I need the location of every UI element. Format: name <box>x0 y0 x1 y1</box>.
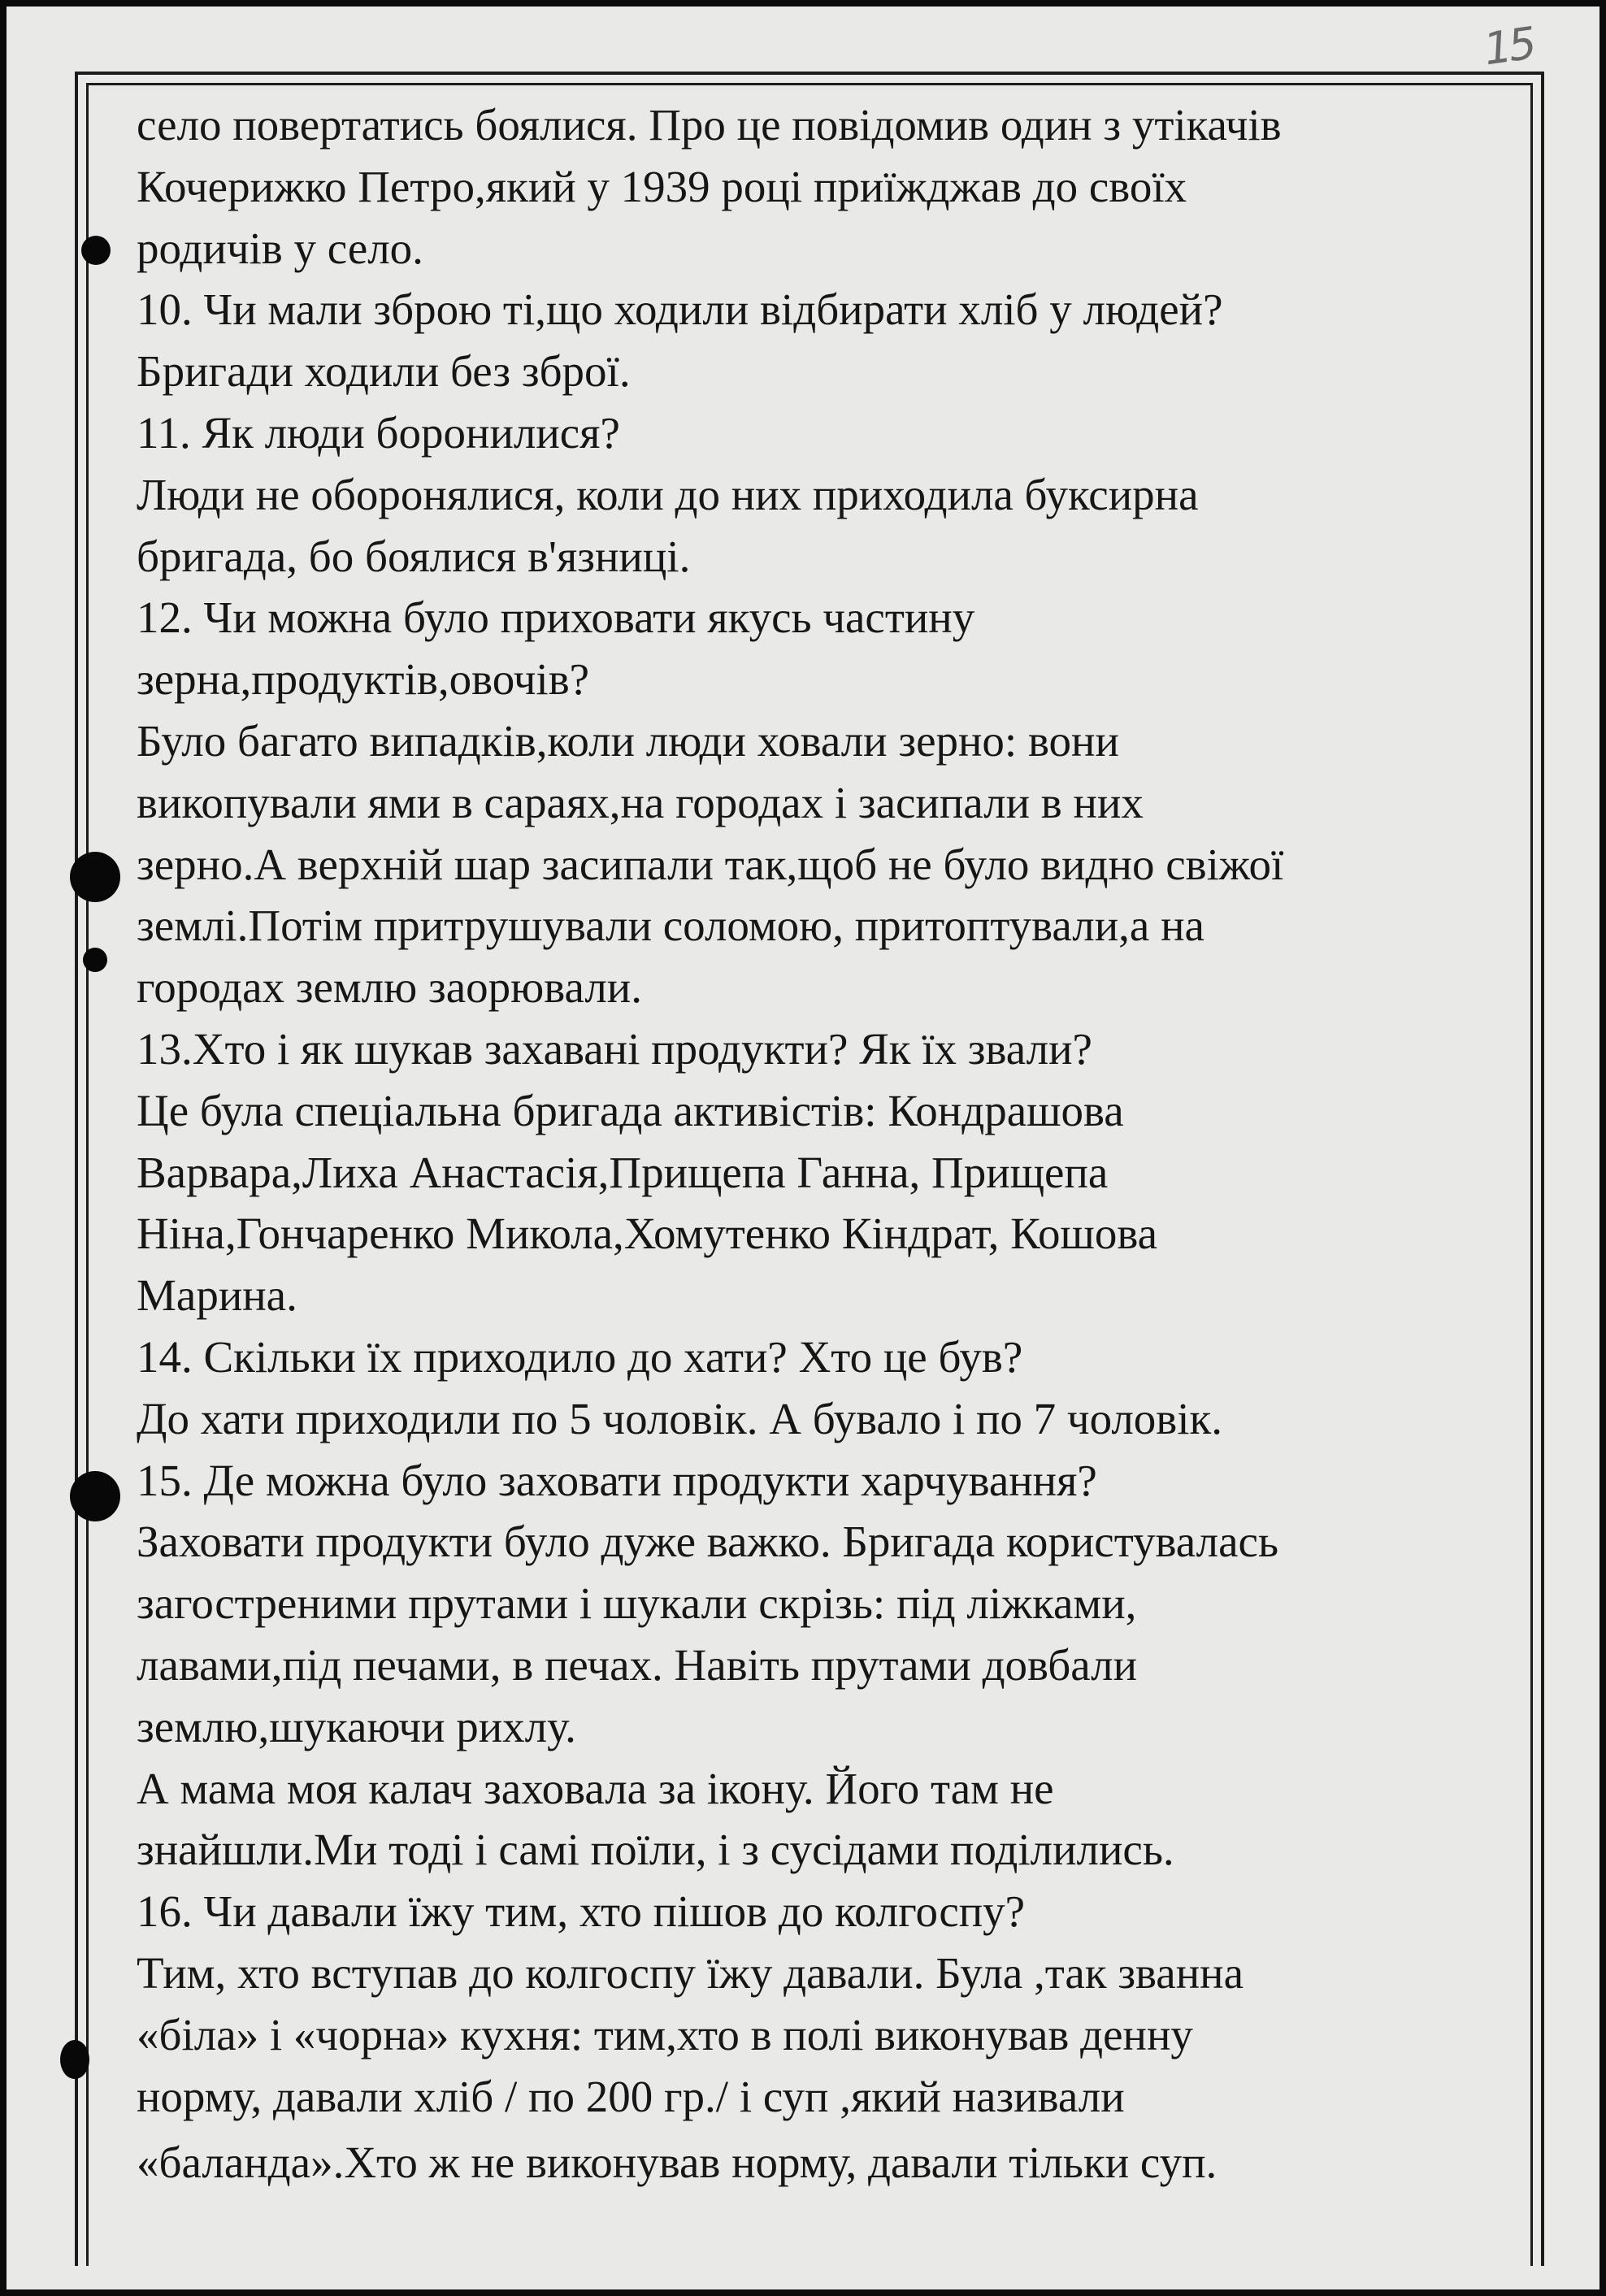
answer-line: «біла» і «чорна» кухня: тим,хто в полі виконував денну <box>137 2009 1193 2059</box>
punch-hole <box>70 1471 120 1521</box>
answer-line: Тим, хто вступав до колгоспу їжу давали. Була ,так званна <box>137 1947 1244 1998</box>
question-line: 15. Де можна було заховати продукти харчування? <box>137 1455 1097 1505</box>
answer-line: Заховати продукти було дуже важко. Бригада користувалась <box>137 1517 1279 1567</box>
punch-hole <box>81 236 111 265</box>
question-line: 12. Чи можна було приховати якусь частину <box>137 592 975 643</box>
handwritten-page-number: 15 <box>1480 17 1537 76</box>
answer-line: городах землю заорювали. <box>137 962 642 1013</box>
answer-line: норму, давали хліб / по 200 гр./ і суп ,який називали <box>137 2071 1125 2121</box>
question-line: 16. Чи давали їжу тим, хто пішов до колгоспу? <box>137 1886 1026 1937</box>
answer-line: Ніна,Гончаренко Микола,Хомутенко Кіндрат, Кошова <box>137 1209 1158 1259</box>
punch-hole <box>70 852 120 902</box>
answer-line: бригада, бо боялися в'язниці. <box>137 531 691 581</box>
answer-line: До хати приходили по 5 чоловік. А бувало і по 7 чоловік. <box>137 1393 1223 1443</box>
text-line: село повертатись боялися. Про це повідомив один з утікачів <box>137 100 1282 150</box>
answer-line: зерно.А верхній шар засипали так,щоб не було видно свіжої <box>137 839 1284 889</box>
document-page <box>7 7 1599 2289</box>
punch-hole <box>60 2040 89 2079</box>
question-line: 10. Чи мали зброю ті,що ходили відбирати хліб у людей? <box>137 284 1223 335</box>
answer-line: Марина. <box>137 1270 297 1321</box>
answer-line: Було багато випадків,коли люди ховали зерно: вони <box>137 715 1119 766</box>
answer-line: загостреними прутами і шукали скрізь: під ліжками, <box>137 1578 1137 1629</box>
answer-line: знайшли.Ми тоді і самі поїли, і з сусідами поділились. <box>137 1825 1174 1875</box>
answer-line: Варвара,Лиха Анастасія,Прищепа Ганна, Прищепа <box>137 1147 1109 1197</box>
question-line: 13.Хто і як шукав захавані продукти? Як їх звали? <box>137 1023 1092 1074</box>
punch-hole <box>83 948 107 972</box>
answer-line: землю,шукаючи рихлу. <box>137 1701 576 1751</box>
answer-line: Це була спеціальна бригада активістів: Кондрашова <box>137 1085 1124 1135</box>
question-line: зерна,продуктів,овочів? <box>137 654 590 705</box>
answer-line: А мама моя калач заховала за ікону. Його там не <box>137 1763 1054 1813</box>
answer-line: Бригади ходили без зброї. <box>137 346 631 397</box>
answer-line: «баланда».Хто ж не виконував норму, давали тільки суп. <box>137 2138 1218 2188</box>
question-line: 14. Скільки їх приходило до хати? Хто це був? <box>137 1331 1023 1382</box>
text-line: родичів у село. <box>137 223 423 273</box>
answer-line: викопували ями в сараях,на городах і засипали в них <box>137 777 1144 827</box>
answer-line: землі.Потім притрушували соломою, притоптували,а на <box>137 901 1204 951</box>
question-line: 11. Як люди боронилися? <box>137 407 620 458</box>
document-text <box>137 94 1534 2188</box>
answer-line: Люди не оборонялися, коли до них приходила буксирна <box>137 469 1199 519</box>
answer-line: лавами,під печами, в печах. Навіть прутами довбали <box>137 1639 1138 1690</box>
text-line: Кочерижко Петро,який у 1939 році приїжджав до своїх <box>137 161 1187 211</box>
